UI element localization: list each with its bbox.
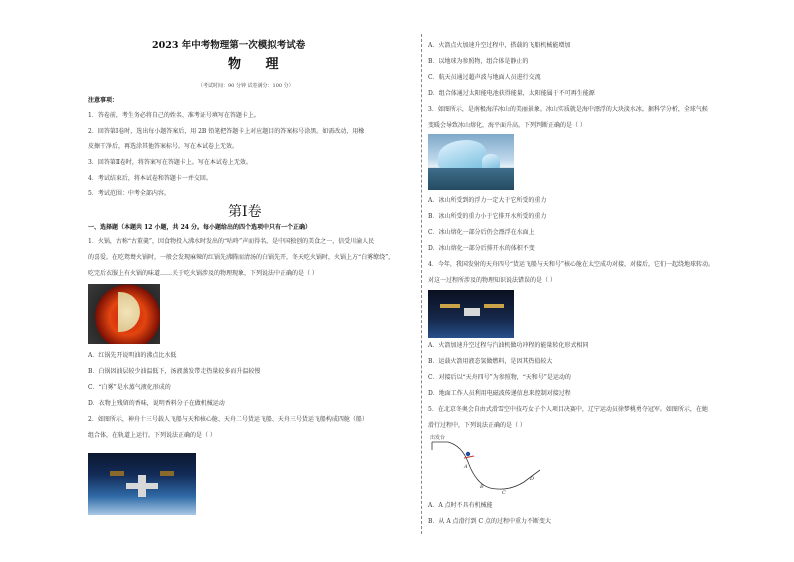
iceberg-image <box>428 134 514 190</box>
option: D．地面工作人员利用电磁波传递信息来控制对接过程 <box>428 390 571 397</box>
question-line: 5．在北京冬奥会自由式滑雪空中技巧女子个人项目决赛中，辽宁运动员徐梦桃勇夺冠军。如图所示，在她 <box>428 406 708 413</box>
diagram-label: A <box>464 464 468 470</box>
section-title: 第Ⅰ卷 <box>228 204 262 220</box>
option: B．白锅因油层较少油温低下，汤液蒸发带走热量较多而升温较慢 <box>88 368 261 375</box>
station-module <box>126 483 158 489</box>
option: B．运载火箭用液态氢做燃料，是因其热值较大 <box>428 358 553 365</box>
option: C．对接后以“天舟四号”为参照物，“天和号”是运动的 <box>428 374 571 381</box>
question-line: 对这一过程所涉及的物理知识说法错误的是（ ） <box>428 277 556 284</box>
docking-image <box>428 290 514 338</box>
hotpot-clear-broth <box>118 292 140 332</box>
option: A．红锅先开说明油的沸点比水低 <box>88 352 177 359</box>
option: D．冰山熔化一部分后排开水的体积不变 <box>428 245 535 252</box>
space-station-image <box>88 453 196 515</box>
exam-title: 2023 年中考物理第一次模拟考试卷 <box>152 40 306 51</box>
column-divider <box>421 34 422 534</box>
iceberg <box>482 154 500 168</box>
question-line: 3．如图所示，是南极海洋冰山的美丽景象。冰山实质就是海中漂浮的大块淡水冰。据科学分析，全球气候 <box>428 106 708 113</box>
question-line: 变暖会导致冰山熔化，海平面升高。下列判断正确的是（ ） <box>428 122 586 129</box>
note-item: 1．答卷前，考生务必将自己的姓名、准考证号填写在答题卡上。 <box>88 112 260 119</box>
option: A．A 点时不具有机械能 <box>428 502 493 509</box>
notes-heading: 注意事项： <box>88 97 119 104</box>
question-line: 1．火锅，古称“古董羹”，因食物投入沸水时发出的“咕咚”声而得名，是中国独创的美食之一，信受川渝人民 <box>88 238 375 245</box>
option: A．火箭加速升空过程与汽油机做功冲程的能量转化形式相同 <box>428 342 589 349</box>
option: A．冰山所受到的浮力一定大于它所受的重力 <box>428 197 547 204</box>
note-item: 3．回答第Ⅱ卷时，将答案写在答题卡上。写在本试卷上无效。 <box>88 159 252 166</box>
question-line: 2．如图所示，神舟十三号载人飞船与天和核心舱、天舟二号货运飞船、天舟三号货运飞船构成四舱（船） <box>88 416 368 423</box>
question-line: 的喜爱。在吃鸳鸯火锅时，一般会发现麻辣的红锅先沸腾而清汤的白锅先开，冬天吃火锅时，火锅上方“白雾缭绕”， <box>88 254 395 261</box>
iceberg <box>438 140 486 168</box>
note-item: 5．考试范围：中考全部内容。 <box>88 190 170 197</box>
option: B．冰山所受的重力小于它排开水所受的重力 <box>428 213 547 220</box>
option: C．“白雾”是水蒸气液化形成的 <box>88 384 171 391</box>
option: D．衣物上残留的香味，说明香料分子在做机械运动 <box>88 400 225 407</box>
ski-slope-diagram <box>428 432 548 498</box>
question-line: 4．今年，我国发射的天舟四号“货运飞船与天和号”核心舱在太空成功对接，对接后，它们一起绕地球转动。 <box>428 261 714 268</box>
slope-curve <box>432 442 540 489</box>
solar-panel <box>484 304 504 308</box>
skier-icon <box>466 452 470 456</box>
subject-title: 物 理 <box>228 57 289 72</box>
note-item: 2．回答第Ⅰ卷时，选出每小题答案后，用 2B 铅笔把答题卡上对应题目的答案标号涂黑。如需改动，用橡 <box>88 128 365 135</box>
question-line: 组合体，在轨道上运行。下列说法正确的是（ ） <box>88 432 216 439</box>
option: A．火箭点火加速升空过程中，搭载的飞船机械能增加 <box>428 42 571 49</box>
solar-panel <box>440 304 460 308</box>
option: D．组合体通过太阳能电池获得能量，太阳能属于不可再生能源 <box>428 90 595 97</box>
diagram-label: C <box>502 490 506 496</box>
diagram-label: B <box>480 484 484 490</box>
option: B．从 A 点滑行到 C 点的过程中重力不断变大 <box>428 518 551 525</box>
solar-panel <box>110 471 124 476</box>
hotpot-image <box>88 284 160 344</box>
diagram-label: D <box>530 476 535 482</box>
question-line: 吃完后衣服上有火锅的味道……关于吃火锅涉及的物理现象，下列说法中正确的是（ ） <box>88 270 318 277</box>
option: C．航天员通过超声波与地面人员进行交流 <box>428 74 541 81</box>
diagram-label: 出发台 <box>430 435 446 441</box>
station-module <box>464 308 480 316</box>
solar-panel <box>160 471 174 476</box>
option: B．以地球为参照物，组合体是静止的 <box>428 58 529 65</box>
note-item: 皮擦干净后，再选涂其他答案标号。写在本试卷上无效。 <box>88 143 239 150</box>
question-line: 滑行过程中，下列说法正确的是（ ） <box>428 422 526 429</box>
note-item: 4．考试结束后，将本试卷和答题卡一并交回。 <box>88 175 212 182</box>
exam-meta: （考试时间：90 分钟 试卷满分：100 分） <box>198 83 294 89</box>
option: C．冰山熔化一部分后仍会漂浮在水面上 <box>428 229 535 236</box>
section-instruction: 一、选择题（本题共 12 小题，共 24 分。每小题给出的四个选项中只有一个正确） <box>88 224 312 231</box>
